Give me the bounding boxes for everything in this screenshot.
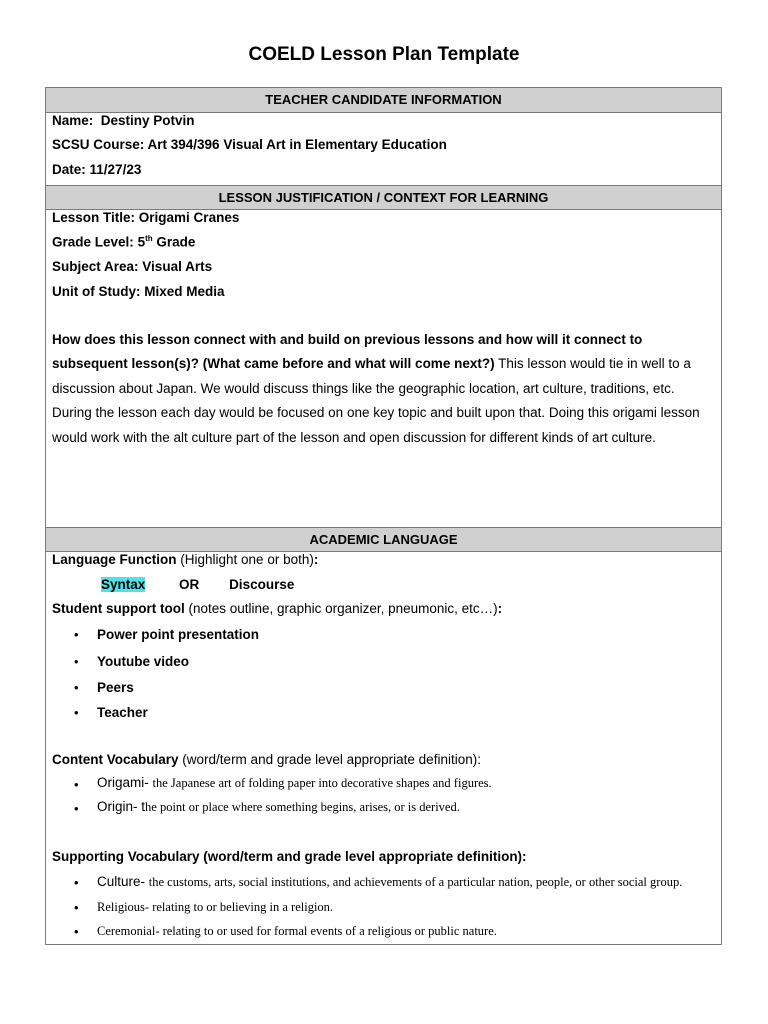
support-item: Teacher [97,705,148,720]
supporting-vocab-item [97,874,682,890]
content-vocabulary-row [52,752,481,767]
section-header-academic: ACADEMIC LANGUAGE [46,527,721,552]
connection-answer: This lesson would tie in well to a discussion about Japan. We would discuss things like the geographic location, art culture, traditions, etc. During the lesson each day would be focused on one key topic and built upon that. Doing this origami lesson would work with the alt culture part of the lesson and open discussion for different kinds of art culture. [52,356,700,445]
discourse-option: Discourse [229,577,295,592]
date-value: 11/27/23 [89,162,142,177]
section-header-justification: LESSON JUSTIFICATION / CONTEXT FOR LEARNING [46,185,721,210]
document-title: COELD Lesson Plan Template [248,44,520,65]
name-row [52,113,195,128]
content-vocabulary-label: Content Vocabulary [52,752,179,767]
content-vocabulary-hint: (word/term and grade level appropriate definition): [182,752,481,767]
unit-value: Mixed Media [144,284,225,299]
grade-superscript: th [145,234,153,243]
lesson-title-row [52,210,239,225]
content-vocab-item [97,775,492,791]
grade-word: Grade [156,234,196,250]
vocab-term: Origami- [97,775,149,790]
supporting-vocab-item: Religious- relating to or believing in a religion. [97,900,334,914]
grade-label: Grade Level: [52,234,134,250]
supporting-vocab-item: Ceremonial- relating to or used for formal events of a religious or public nature. [97,924,497,938]
course-label: SCSU Course: [52,137,145,152]
unit-row [52,284,225,299]
grade-row [52,234,195,250]
language-function-hint: (Highlight one or both) [180,552,314,567]
supporting-vocabulary-label: Supporting Vocabulary (word/term and grade level appropriate definition): [52,849,527,864]
bullet-icon: • [74,900,79,915]
section-header-teacher: TEACHER CANDIDATE INFORMATION [46,88,721,113]
language-function-row: Language Function (Highlight one or both): [52,552,319,567]
bullet-icon: • [74,654,79,669]
support-tool-label: Student support tool [52,601,185,616]
connection-question: How does this lesson connect with and build on previous lessons and how will it connect to subsequent lesson(s)? (What came before and what will come next?) [52,332,643,372]
lesson-connection-paragraph [52,328,716,450]
bullet-icon: • [74,680,79,695]
support-item: Youtube video [97,654,190,669]
bullet-icon: • [74,705,79,720]
date-label: Date: [52,162,86,177]
bullet-icon: • [74,627,79,642]
support-tool-row: Student support tool (notes outline, graphic organizer, pneumonic, etc…): [52,601,503,616]
language-function-label: Language Function [52,552,177,567]
vocab-definition: the Japanese art of folding paper into decorative shapes and figures. [152,776,492,790]
subject-label: Subject Area: [52,259,139,274]
or-text: OR [179,577,200,592]
support-tool-hint: (notes outline, graphic organizer, pneumonic, etc…) [188,601,498,616]
bullet-icon: • [74,801,79,816]
name-value: Destiny Potvin [100,113,195,128]
subject-value: Visual Arts [142,259,213,274]
lesson-title-value: Origami Cranes [138,210,240,225]
unit-label: Unit of Study: [52,284,141,299]
support-item: Power point presentation [97,627,260,642]
course-row [52,137,447,152]
vocab-term: Origin- t [97,799,146,814]
bullet-icon: • [74,924,79,939]
bullet-icon: • [74,875,79,890]
vocab-term: Culture- [97,874,146,889]
course-value: Art 394/396 Visual Art in Elementary Education [147,137,447,152]
lesson-plan-form [45,87,722,945]
support-item: Peers [97,680,134,695]
bullet-icon: • [74,777,79,792]
subject-row [52,259,212,274]
language-function-options [101,577,294,592]
date-row [52,162,141,177]
content-vocab-item [97,799,460,815]
lesson-title-label: Lesson Title: [52,210,136,225]
vocab-definition: the customs, arts, social institutions, and achievements of a particular nation, people, or other social group. [148,875,683,889]
vocab-definition: he point or place where something begins, arises, or is derived. [145,800,460,814]
grade-number: 5 [137,234,146,250]
syntax-option-highlighted: Syntax [101,577,146,592]
name-label: Name: [52,113,94,128]
